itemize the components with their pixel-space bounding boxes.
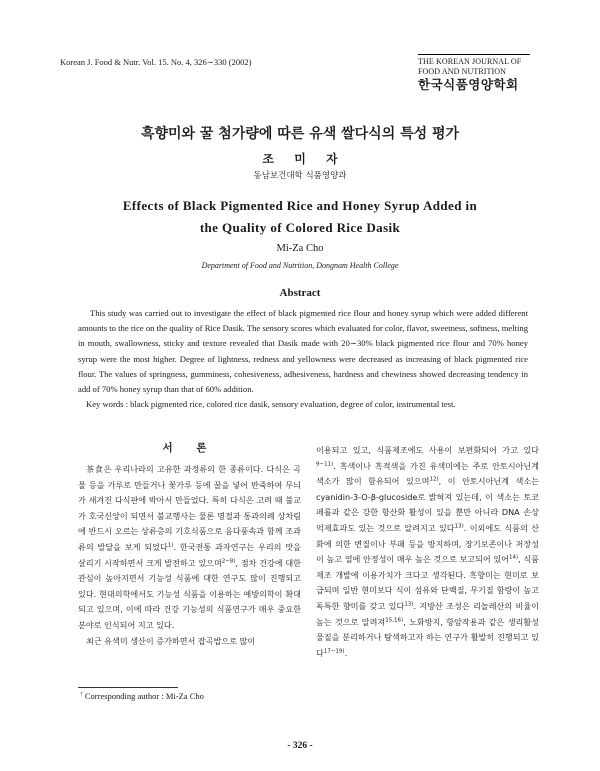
journal-name-ko: 한국식품영양학회: [418, 77, 519, 92]
title-english-line-1: Effects of Black Pigmented Rice and Honey Syrup Added in: [122, 198, 478, 213]
intro-text: . 흑색이나 흑적색을 가진 유색미에는 주로 안토시아닌계 색소가 많이 함유되어 있으며: [316, 460, 539, 487]
title-english-line-2: the Quality of Colored Rice Dasik: [199, 220, 401, 235]
title-english: [0, 195, 600, 239]
affiliation-english: Department of Food and Nutrition, Dongnam Health College: [201, 261, 399, 270]
citation-ref: 1): [167, 542, 174, 549]
section-heading: 서 론: [162, 442, 217, 454]
abstract-heading: Abstract: [279, 287, 321, 299]
citation-ref: 15,16): [385, 616, 404, 623]
author-english: Mi-Za Cho: [276, 243, 324, 254]
citation-ref: 17∼19): [323, 648, 345, 655]
journal-block: [418, 54, 530, 92]
intro-text: 이용되고 있고, 식품제조에도 사용이 보편화되어 가고 있다: [316, 445, 539, 455]
affiliation-korean: 동남보건대학 식품영양과: [253, 171, 347, 181]
journal-name-en-2: FOOD AND NUTRITION: [418, 67, 507, 76]
intro-text: . 지방산 조성은 리놀레산의 비율이 높는 것으로 알려져: [316, 600, 539, 627]
citation-ref: 2∼8): [221, 557, 236, 564]
footnote-rule: [78, 687, 178, 688]
intro-text: , 노화방지, 항암작용과 같은 생리활성 물질을 분리하거나 탐색하고자 하는 연구가 활발히 진행되고 있다: [316, 616, 540, 658]
footnote: [80, 691, 204, 701]
intro-text: . 한국전통 과자연구는 우리의 맛을 살리기 시작하면서 크게 발전하고 있으며: [78, 541, 301, 568]
intro-text: , 이 안토시아닌계 색소는 cyanidin-3-O-β-glucoside로 밝혀져 있는데, 이 색소는 토코페롤과 같은 강한 항산화 활성이 있을 뿐만 아니라 DNA 손상 억제효과도 있는 것으로 알려지고 있다: [316, 476, 539, 533]
title-korean: 흑향미와 꿀 첨가량에 따른 유색 쌀다식의 특성 평가: [140, 126, 460, 142]
intro-text: 茶食은 우리나라의 고유한 과정류의 한 종류이다. 다식은 곡물 등을 가루로 만들거나 꽃가루 등에 꿀을 넣어 반죽하여 무늬가 새겨진 다식판에 박아서 만들었다. 특히 다식은 고려 때 불교가 호국신앙이 되면서 불교행사는 물론 명절과 통과의례 상차림에 반드시 오르는 상류층의 기호식품으로 음다풍속과 함께 조과류의 발달을 보게 되었다: [78, 464, 301, 552]
citation: Korean J. Food & Nutr. Vol. 15. No. 4, 326∼330 (2002): [60, 57, 252, 67]
intro-text: , 식품제조 개발에 이용가치가 크다고 생각된다. 흑향미는 현미로 보급되며 일반 현미보다 식이 섬유와 단백질, 무기질 함량이 높고 독특한 향미를 갖고 있다: [316, 554, 539, 611]
journal-name-en-1: THE KOREAN JOURNAL OF: [418, 57, 522, 66]
intro-text: . 이외에도 식품의 산화에 의한 변질이나 부패 등을 방지하며, 장기보존이나 저장성이 높고 열에 안정성이 매우 높은 것으로 보고되어 있어: [316, 522, 540, 565]
intro-paragraph-2: 최근 유색미 생산이 증가하면서 잡곡밥으로 많이: [86, 635, 256, 646]
author-korean: 조 미 자: [262, 152, 346, 166]
citation-ref: 12): [429, 476, 439, 483]
citation-ref: 14): [509, 554, 519, 561]
citation-ref: 13): [404, 601, 414, 608]
right-column: [316, 443, 539, 661]
intro-paragraph-continued: [316, 443, 539, 661]
footnote-text: Corresponding author : Mi-Za Cho: [84, 691, 204, 701]
citation-ref: 13): [454, 523, 464, 530]
left-column: [78, 440, 301, 649]
keywords: Key words : black pigmented rice, colored rice dasik, sensory evaluation, degree of color, instrumental test.: [86, 399, 456, 409]
journal-rule: [418, 54, 530, 55]
footnote-mark: †: [80, 691, 83, 698]
intro-text: , 점차 건강에 대한 관심이 높아지면서 기능성 식품에 대한 연구도 많이 진행되고 있다. 현대의학에서도 기능성 식품을 이용하는 예방의학이 확대되고 있으며, 이에 따라 건강 기능성의 식품연구가 매우 중요한 분야로 인식되어 지고 있다.: [78, 557, 301, 630]
intro-text: .: [344, 647, 348, 658]
abstract-body: This study was carried out to investigate the effect of black pigmented rice flour and honey syrup which were added different amounts to the rice on the quality of Rice Dasik. The sensory scores which evaluated for color, flavor, sweetness, softness, melting in mouth, swallowness, sticky and texture revealed that Dasik made with 20∼30% black pigmented rice flour and 70% honey syrup were the most higher. Degree of lightness, redness and yellowness were decreased as increasing of black pigmented rice flour. The values of springness, gumminess, cohesiveness, adhesiveness, hardness and chewiness showed decreasing tendency in add of 70% honey syrup than that of 60% addition.: [78, 308, 528, 395]
page-number: - 326 -: [287, 741, 313, 751]
intro-paragraph-1: [78, 462, 301, 634]
citation-ref: 9∼11): [316, 460, 334, 467]
